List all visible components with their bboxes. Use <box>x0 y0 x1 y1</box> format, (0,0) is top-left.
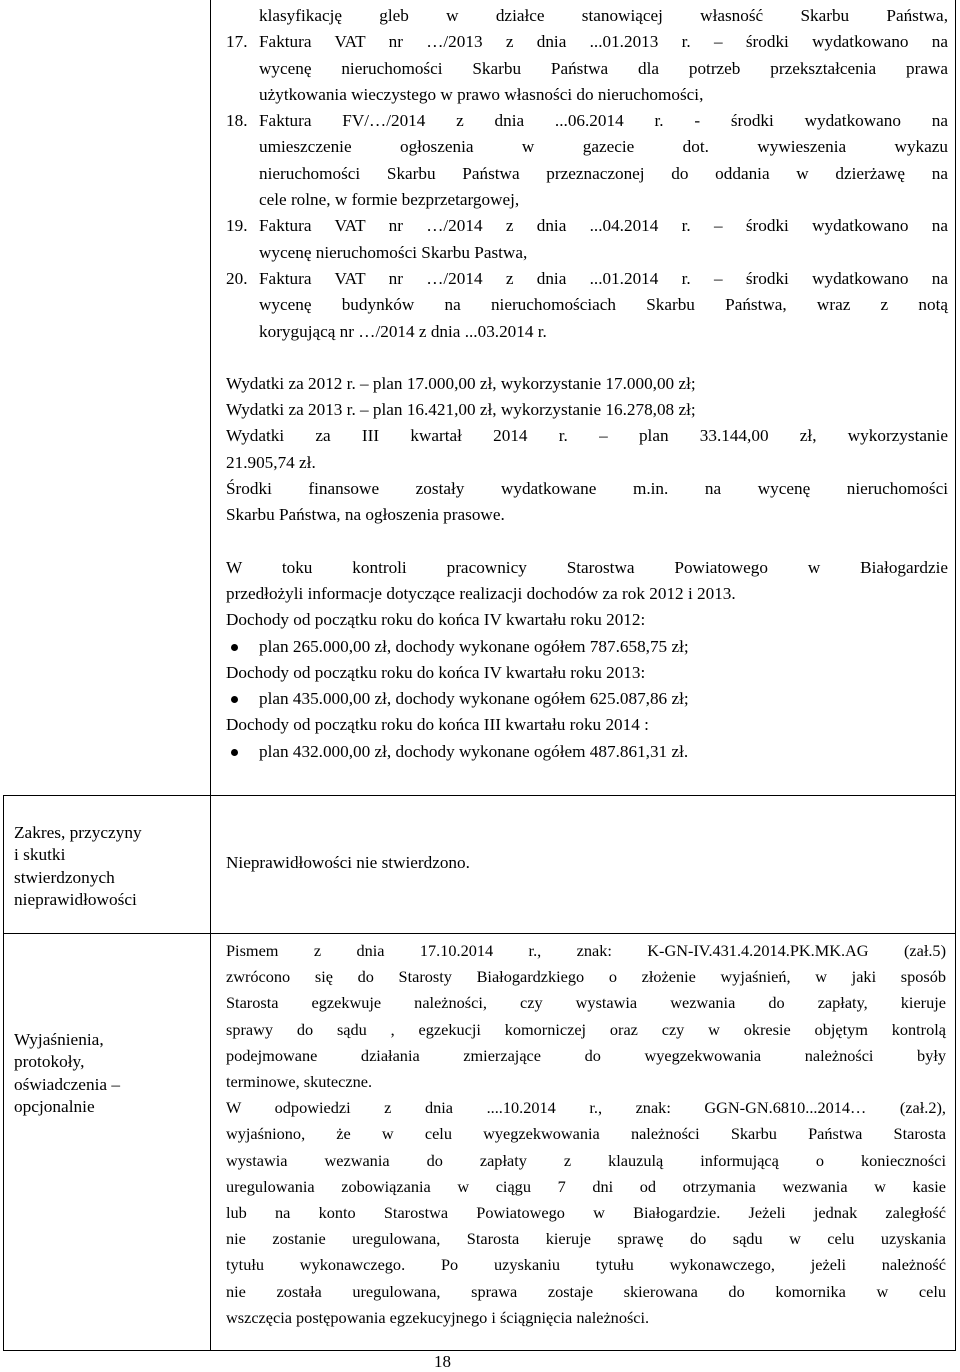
invoice-line: umieszczenie ogłoszenia w gazecie dot. wywieszenia wykazu <box>259 137 948 157</box>
invoice-line: wycenę budynków na nieruchomościach Skarbu Państwa, wraz z notą <box>259 295 948 315</box>
explanation-line: Pismem z dnia 17.10.2014 r., znak: K-GN-IV.431.4.2014.PK.MK.AG (zał.5) <box>226 941 946 960</box>
explanation-line: nie została uregulowana, sprawa zostaje skierowana do komornika w celu <box>226 1281 946 1301</box>
expense-line: Wydatki za 2012 r. – plan 17.000,00 zł, wykorzystanie 17.000,00 zł; <box>226 373 696 393</box>
income-bullet-text: plan 435.000,00 zł, dochody wykonane ogółem 625.087,86 zł; <box>259 689 689 709</box>
explanation-line: terminowe, skuteczne. <box>226 1072 373 1092</box>
invoice-line: wycenę nieruchomości Skarbu Państwa dla potrzeb przekształcenia prawa <box>259 58 948 78</box>
invoice-line: wycenę nieruchomości Skarbu Pastwa, <box>259 242 528 262</box>
expense-line: Środki finansowe zostały wydatkowane m.in. na wycenę nieruchomości <box>226 479 948 499</box>
invoice-list <box>226 3 948 29</box>
table-row-divider <box>3 933 956 934</box>
expense-line: Wydatki za III kwartał 2014 r. – plan 33.144,00 zł, wykorzystanie <box>226 426 948 446</box>
income-heading: Dochody od początku roku do końca IV kwartału roku 2012: <box>226 610 646 630</box>
income-heading: Dochody od początku roku do końca III kwartału roku 2014 : <box>226 715 649 735</box>
explanation-line: nie zostanie uregulowana, Starosta kieruje sprawę do sądu w celu uzyskania <box>226 1229 946 1249</box>
explanation-line: uregulowania zobowiązania w ciągu 7 dni od otrzymania wezwania w kasie <box>226 1176 946 1196</box>
explanation-line: wyjaśniono, że w celu wyegzekwowania należności Skarbu Państwa Starosta <box>226 1124 946 1144</box>
income-bullet-list <box>226 686 948 712</box>
explanation-line: podejmowane działania zmierzające do wyegzekwowania należności były <box>226 1045 946 1065</box>
invoice-line: Faktura VAT nr …/2013 z dnia ...01.2013 r. – środki wydatkowano na <box>259 32 948 52</box>
invoice-item <box>226 108 948 213</box>
table-left-border <box>3 795 4 1351</box>
income-intro-line: przedłożyli informacje dotyczące realizacji dochodów za rok 2012 i 2013. <box>226 583 736 603</box>
income-bullet-list <box>226 739 948 765</box>
invoice-number: 19. <box>226 216 248 236</box>
explanation-line: wszczęcia postępowania egzekucyjnego i ściągnięcia należności. <box>226 1307 650 1327</box>
row-label-line: nieprawidłowości <box>14 889 137 909</box>
findings-content-cell <box>226 3 948 765</box>
row-label-line: Wyjaśnienia, <box>14 1030 104 1049</box>
expenses-block <box>226 371 948 529</box>
invoice-line: cele rolne, w formie bezprzetargowej, <box>259 190 520 210</box>
income-intro-line: W toku kontroli pracownicy Starostwa Powiatowego w Białogardzie <box>226 557 948 577</box>
income-bullet <box>226 739 948 765</box>
invoice-line: Faktura VAT nr …/2014 z dnia ...01.2014 r. – środki wydatkowano na <box>259 268 948 288</box>
table-row-divider <box>3 795 956 796</box>
expense-line: Skarbu Państwa, na ogłoszenia prasowe. <box>226 505 505 525</box>
table-column-divider <box>210 0 211 1351</box>
row-content-scope <box>226 850 946 876</box>
invoice-item <box>226 213 948 266</box>
explanation-line: zwrócono się do Starosty Białogardzkiego o złożenie wyjaśnień, w jaki sposób <box>226 967 946 987</box>
bullet-icon <box>231 696 238 703</box>
invoice-line: Faktura FV/…/2014 z dnia ...06.2014 r. - środki wydatkowano na <box>259 111 948 131</box>
explanation-line: sprawy do sądu , egzekucji komorniczej oraz czy w okresie objętym kontrolą <box>226 1019 946 1039</box>
invoice-number: 20. <box>226 268 248 288</box>
income-heading: Dochody od początku roku do końca IV kwartału roku 2013: <box>226 662 646 682</box>
income-bullet-list <box>226 634 948 660</box>
table-bottom-border <box>3 1350 956 1351</box>
income-block <box>226 555 948 765</box>
invoice-line: Faktura VAT nr …/2014 z dnia ...04.2014 r. – środki wydatkowano na <box>259 216 948 236</box>
row-label-scope <box>14 822 204 911</box>
row-label-line: stwierdzonych <box>14 867 115 887</box>
expense-line: 21.905,74 zł. <box>226 452 316 472</box>
invoice-line: korygującą nr …/2014 z dnia ...03.2014 r. <box>259 321 547 341</box>
invoice-line: nieruchomości Skarbu Państwa przeznaczonej do oddania w dzierżawę na <box>259 163 948 183</box>
invoice-number: 18. <box>226 111 248 131</box>
page-number: 18 <box>434 1352 451 1371</box>
explanation-line: Starosta egzekwuje należności, czy wystawia wezwania do zapłaty, kieruje <box>226 993 946 1013</box>
scope-text: Nieprawidłowości nie stwierdzono. <box>226 853 470 872</box>
expense-line: Wydatki za 2013 r. – plan 16.421,00 zł, wykorzystanie 16.278,08 zł; <box>226 400 696 420</box>
income-bullet <box>226 634 948 660</box>
invoice-number: 17. <box>226 32 248 52</box>
bullet-icon <box>231 644 238 651</box>
invoice-item <box>226 29 948 108</box>
invoice-line: użytkowania wieczystego w prawo własności do nieruchomości, <box>259 84 704 104</box>
invoice-items <box>226 29 948 345</box>
invoice-intro-line <box>226 3 948 29</box>
explanation-line: tytułu wykonawczego. Po uzyskaniu tytułu wykonawczego, jeżeli należność <box>226 1255 946 1275</box>
row-label-line: protokoły, <box>14 1052 85 1072</box>
explanation-line: lub na konto Starostwa Powiatowego w Białogardzie. Jeżeli jednak zaległość <box>226 1203 946 1223</box>
row-label-line: opcjonalnie <box>14 1096 95 1116</box>
explanation-line: W odpowiedzi z dnia ....10.2014 r., znak: GGN-GN.6810...2014… (zał.2), <box>226 1098 946 1118</box>
invoice-item <box>226 266 948 345</box>
income-bullet <box>226 686 948 712</box>
income-bullet-text: plan 265.000,00 zł, dochody wykonane ogółem 787.658,75 zł; <box>259 636 689 656</box>
table-right-border <box>955 0 956 1351</box>
row-label-line: oświadczenia – <box>14 1074 121 1094</box>
bullet-icon <box>231 749 238 756</box>
row-content-explanations <box>226 938 946 1331</box>
income-bullet-text: plan 432.000,00 zł, dochody wykonane ogółem 487.861,31 zł. <box>259 741 689 761</box>
explanation-line: wystawia wezwania do zapłaty z klauzulą informującą o konieczności <box>226 1150 946 1170</box>
row-label-line: Zakres, przyczyny <box>14 823 142 842</box>
row-label-line: i skutki <box>14 845 66 865</box>
row-label-explanations <box>14 1029 204 1118</box>
invoice-intro-text: klasyfikację gleb w działce stanowiącej własność Skarbu Państwa, <box>259 6 948 25</box>
